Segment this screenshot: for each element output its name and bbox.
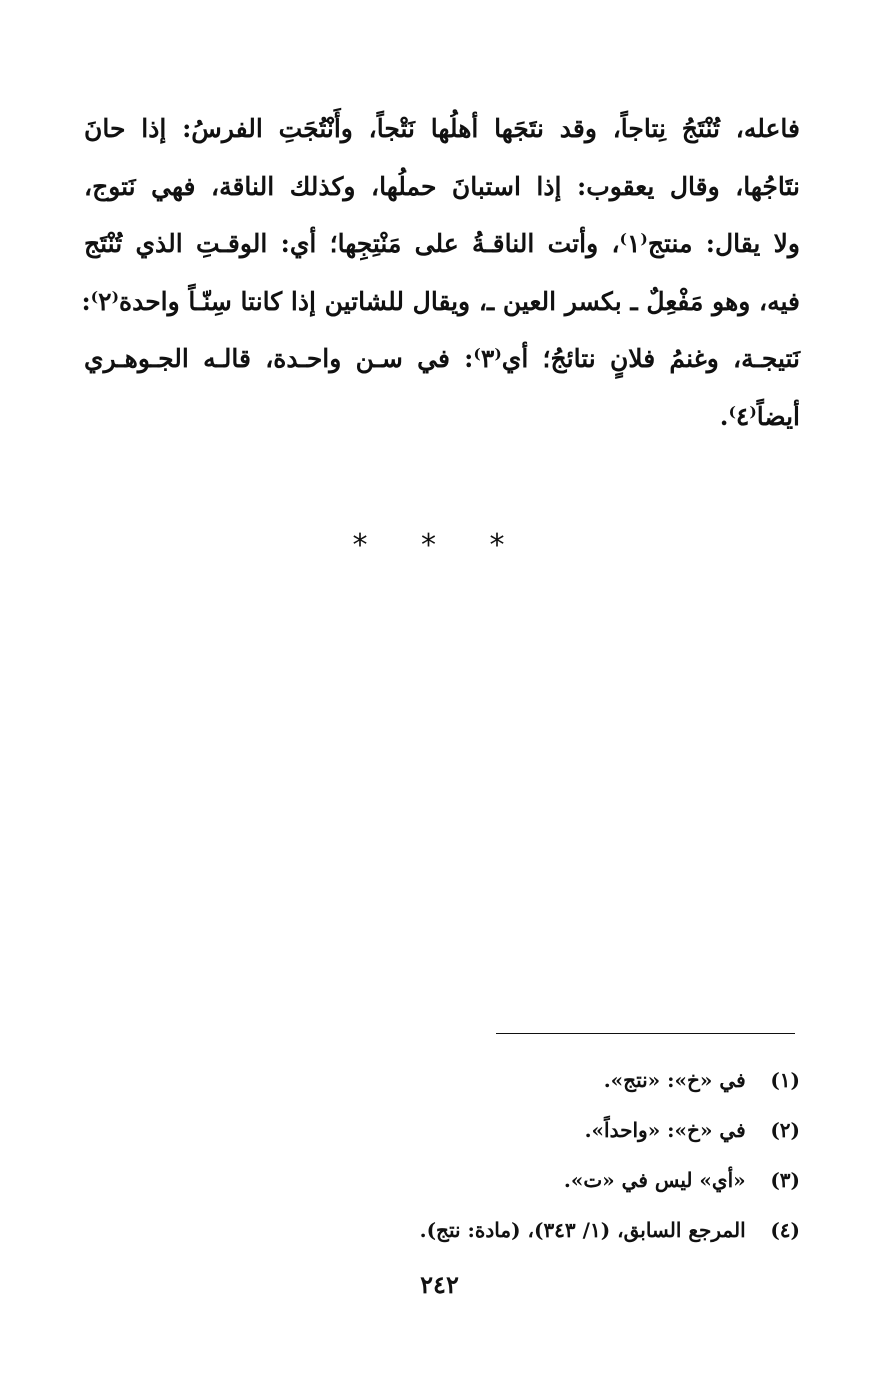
body-line-1: فاعله، تُنْتَجُ نِتاجاً، وقد نتَجَها أهلُها نَتْجاً، وأَنْتُجَتِ الفرسُ: إذا حانَ bbox=[84, 114, 800, 143]
footnote-item bbox=[300, 1055, 800, 1105]
footnote-number: (٢) bbox=[770, 1118, 800, 1142]
footnote-text: المرجع السابق، (١/ ٣٤٣)، (مادة: نتج). bbox=[419, 1218, 746, 1242]
footnote-number: (٣) bbox=[770, 1168, 800, 1192]
body-line-6: أيضاً⁽٤⁾. bbox=[719, 401, 800, 431]
footnote-divider bbox=[496, 1033, 795, 1034]
body-line-3: ولا يقال: منتج⁽١⁾، وأتت الناقـةُ على مَنْتِجِها؛ أي: الوقـتِ الذي تُنْتَج bbox=[84, 229, 800, 258]
footnote-number: (٤) bbox=[770, 1218, 800, 1242]
page-number: ٢٤٢ bbox=[420, 1270, 459, 1299]
footnote-text: في «خ»: «نتج». bbox=[603, 1068, 746, 1092]
footnotes bbox=[300, 1055, 800, 1255]
footnote-number: (١) bbox=[770, 1068, 800, 1092]
body-line-4: فيه، وهو مَفْعِلٌ ـ بكسر العين ـ، ويقال للشاتين إذا كانتا سِنّـاً واحدة⁽٢⁾: bbox=[81, 286, 800, 316]
section-separator: * * * bbox=[352, 528, 527, 563]
footnote-item bbox=[300, 1105, 800, 1155]
footnote-text: في «خ»: «واحداً». bbox=[584, 1118, 746, 1142]
footnote-item bbox=[300, 1155, 800, 1205]
footnote-text: «أي» ليس في «ت». bbox=[563, 1168, 746, 1192]
footnote-item bbox=[300, 1205, 800, 1255]
body-text bbox=[81, 100, 800, 445]
body-line-5: نَتيجـة، وغنمُ فلانٍ نتائجُ؛ أي⁽٣⁾: في سـن واحـدة، قالـه الجـوهـري bbox=[84, 344, 800, 373]
body-line-2: نتَاجُها، وقال يعقوب: إذا استبانَ حملُها، وكذلك الناقة، فهي نَتوج، bbox=[84, 171, 800, 201]
